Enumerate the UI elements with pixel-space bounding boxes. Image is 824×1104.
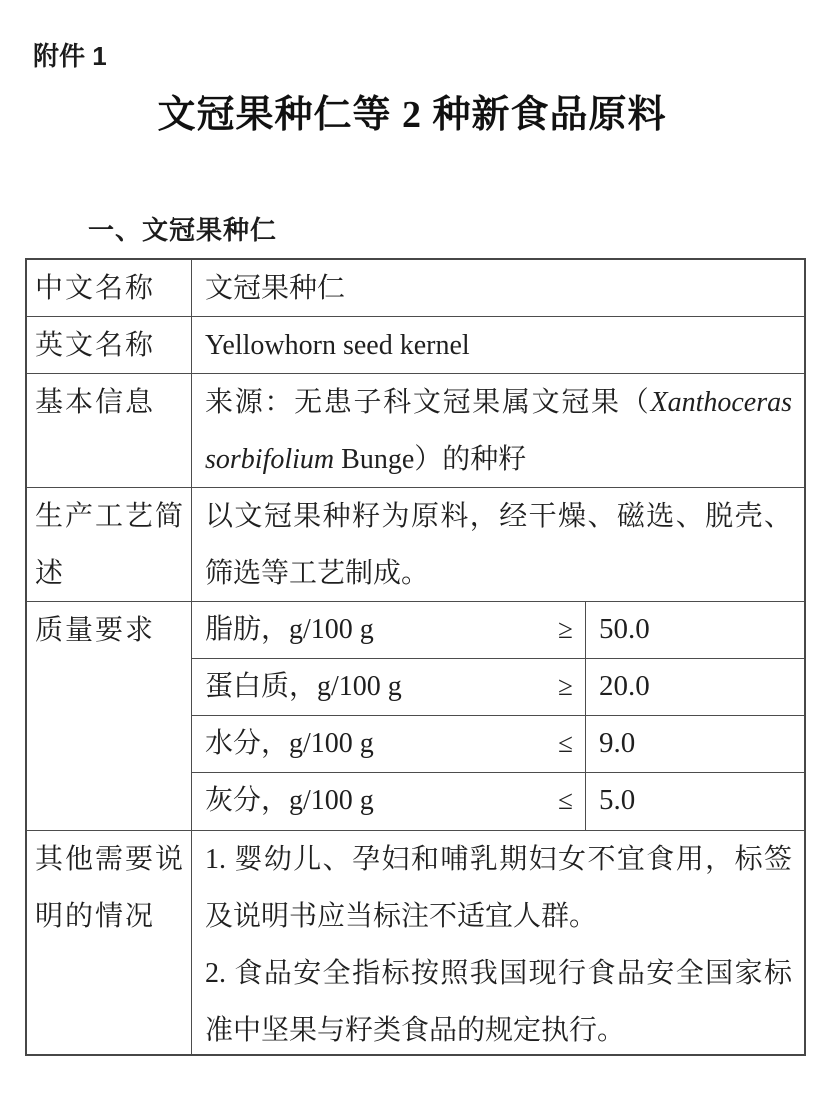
label-chinese-name: 中文名称 — [27, 260, 192, 316]
spec-moisture-item: 水分，g/100 g — [205, 728, 374, 759]
document-title: 文冠果种仁等 2 种新食品原料 — [157, 94, 667, 136]
value-other-notes — [192, 831, 804, 1054]
table-row-basic-info — [27, 374, 804, 488]
label-english-name: 英文名称 — [27, 317, 192, 373]
other-notes-paragraph-1: 1. 婴幼儿、孕妇和哺乳期妇女不宜食用，标签及说明书应当标注不适宜人群。 — [205, 844, 792, 932]
value-english-name: Yellowhorn seed kernel — [205, 330, 470, 361]
spec-ash-operator: ≤ — [558, 785, 573, 815]
spec-protein-item: 蛋白质，g/100 g — [205, 671, 402, 702]
label-production-process: 生产工艺简述 — [27, 488, 192, 601]
spec-protein-value: 20.0 — [585, 659, 804, 715]
value-production-process: 以文冠果种籽为原料，经干燥、磁选、脱壳、筛选等工艺制成。 — [205, 501, 792, 589]
table-row-other-notes — [27, 831, 804, 1054]
other-notes-paragraph-2: 2. 食品安全指标按照我国现行食品安全国家标准中坚果与籽类食品的规定执行。 — [205, 958, 792, 1046]
table-row-production-process — [27, 488, 804, 602]
label-basic-info: 基本信息 — [27, 374, 192, 487]
quality-specs-subtable — [192, 602, 804, 830]
info-table — [25, 258, 806, 1056]
basic-info-source-suffix: Bunge）的种籽 — [334, 444, 527, 475]
spec-row-fat — [192, 602, 804, 659]
section-heading: 一、文冠果种仁 — [88, 215, 278, 245]
spec-ash-item: 灰分，g/100 g — [205, 785, 374, 816]
spec-fat-item: 脂肪，g/100 g — [205, 614, 374, 645]
table-row-english-name — [27, 317, 804, 374]
spec-row-ash — [192, 773, 804, 830]
label-quality-requirements: 质量要求 — [27, 602, 192, 830]
species-latin-name: Xanthoceras sorbifolium — [205, 387, 792, 475]
table-row-quality-requirements — [27, 602, 804, 831]
attachment-label: 附件 1 — [33, 41, 107, 71]
basic-info-source-text: 来源：无患子科文冠果属文冠果（ — [205, 387, 651, 418]
spec-fat-value: 50.0 — [585, 602, 804, 658]
spec-moisture-operator: ≤ — [558, 728, 573, 758]
value-basic-info — [192, 374, 804, 487]
spec-moisture-value: 9.0 — [585, 716, 804, 772]
spec-ash-value: 5.0 — [585, 773, 804, 830]
label-other-notes: 其他需要说明的情况 — [27, 831, 192, 1054]
spec-protein-operator: ≥ — [558, 671, 573, 701]
spec-row-protein — [192, 659, 804, 716]
value-chinese-name: 文冠果种仁 — [205, 273, 346, 304]
spec-fat-operator: ≥ — [558, 614, 573, 644]
table-row-chinese-name — [27, 260, 804, 317]
spec-row-moisture — [192, 716, 804, 773]
